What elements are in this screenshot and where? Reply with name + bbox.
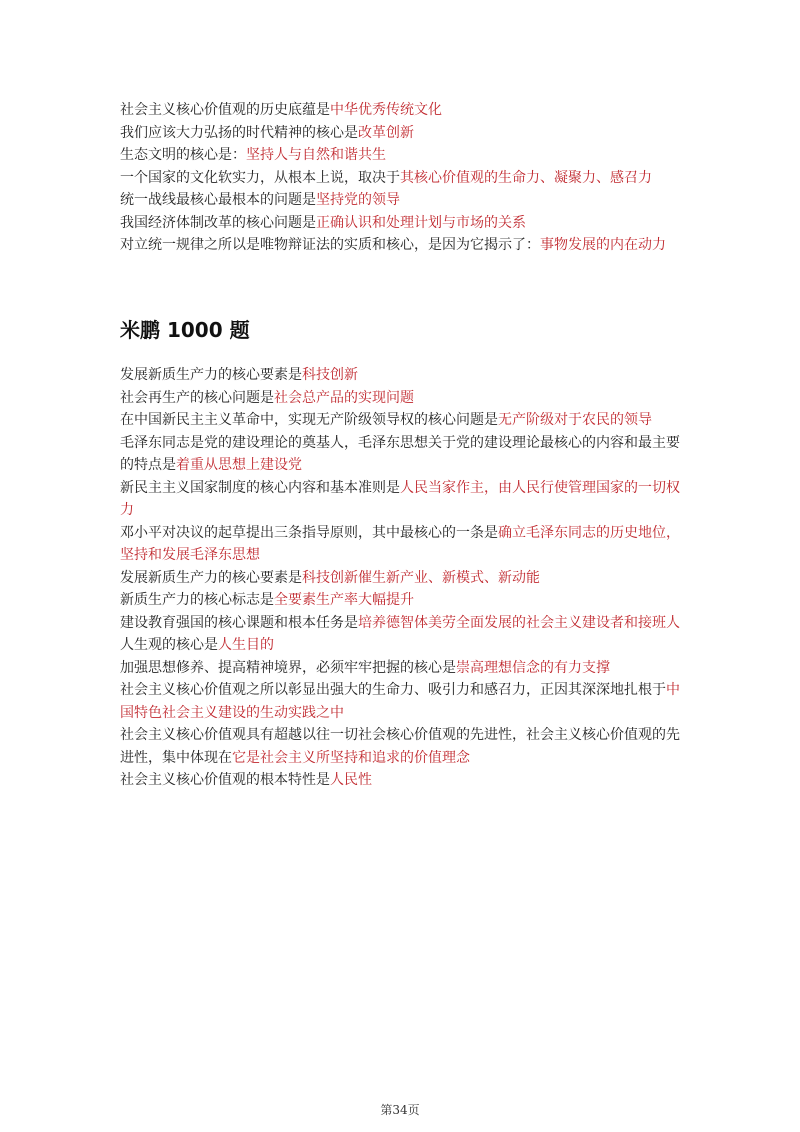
answer-text: 科技创新: [302, 367, 358, 383]
answer-text: 人民当家作主，由人民行使管理国家的一切权力: [120, 479, 680, 518]
question-text: 社会主义核心价值观具有超越以往一切社会核心价值观的先进性，社会主义核心价值观的先进性，集中体现在: [120, 727, 680, 766]
answer-text: 其核心价值观的生命力、凝聚力、感召力: [400, 169, 652, 186]
question-text: 生态文明的核心是：: [120, 147, 246, 163]
qa-line: [120, 657, 690, 680]
qa-line: [120, 234, 690, 257]
qa-line: [120, 144, 690, 167]
answer-text: 培养德智体美劳全面发展的社会主义建设者和接班人: [358, 614, 680, 631]
qa-list-bottom: [120, 364, 690, 792]
answer-text: 人生目的: [218, 637, 274, 653]
answer-text: 无产阶级对于农民的领导: [498, 412, 652, 428]
question-text: 人生观的核心是: [120, 637, 218, 653]
question-text: 新质生产力的核心标志是: [120, 592, 274, 608]
question-text: 对立统一规律之所以是唯物辩证法的实质和核心，是因为它揭示了：: [120, 237, 540, 253]
answer-text: 正确认识和处理计划与市场的关系: [316, 214, 526, 231]
qa-line: [120, 724, 690, 769]
qa-line: [120, 212, 690, 235]
question-text: 社会主义核心价值观之所以彰显出强大的生命力、吸引力和感召力，正因其深深地扎根于: [120, 682, 666, 698]
answer-text: 坚持人与自然和谐共生: [246, 147, 386, 163]
qa-line: [120, 189, 690, 212]
qa-line: [120, 364, 690, 387]
qa-line: [120, 99, 690, 122]
answer-text: 坚持党的领导: [316, 192, 400, 208]
answer-text: 中华优秀传统文化: [330, 102, 442, 118]
question-text: 加强思想修养、提高精神境界，必须牢牢把握的核心是: [120, 659, 456, 676]
qa-line: [120, 477, 690, 522]
qa-line: [120, 432, 690, 477]
qa-line: [120, 122, 690, 145]
qa-line: [120, 567, 690, 590]
qa-line: [120, 387, 690, 410]
question-text: 社会主义核心价值观的根本特性是: [120, 772, 330, 788]
qa-line: [120, 409, 690, 432]
qa-line: [120, 167, 690, 190]
qa-line: [120, 634, 690, 657]
answer-text: 人民性: [330, 772, 372, 788]
answer-text: 崇高理想信念的有力支撑: [456, 659, 610, 676]
answer-text: 科技创新催生新产业、新模式、新动能: [302, 569, 540, 586]
question-text: 社会主义核心价值观的历史底蕴是: [120, 102, 330, 118]
question-text: 毛泽东同志是党的建设理论的奠基人，毛泽东思想关于党的建设理论最核心的内容和最主要的特点是: [120, 434, 680, 473]
answer-text: 全要素生产率大幅提升: [274, 592, 414, 608]
question-text: 新民主主义国家制度的核心内容和基本准则是: [120, 479, 400, 496]
question-text: 社会再生产的核心问题是: [120, 389, 274, 406]
qa-line: [120, 679, 690, 724]
qa-line: [120, 589, 690, 612]
answer-text: 事物发展的内在动力: [540, 237, 666, 253]
question-text: 在中国新民主主义革命中，实现无产阶级领导权的核心问题是: [120, 412, 498, 428]
qa-list-top: [120, 99, 690, 257]
qa-line: [120, 612, 690, 635]
answer-text: 改革创新: [358, 124, 414, 141]
question-text: 发展新质生产力的核心要素是: [120, 569, 302, 586]
answer-text: 社会总产品的实现问题: [274, 389, 414, 406]
answer-text: 确立毛泽东同志的历史地位，坚持和发展毛泽东思想: [120, 524, 680, 563]
question-text: 一个国家的文化软实力，从根本上说，取决于: [120, 169, 400, 186]
question-text: 我国经济体制改革的核心问题是: [120, 214, 316, 231]
question-text: 发展新质生产力的核心要素是: [120, 367, 302, 383]
question-text: 建设教育强国的核心课题和根本任务是: [120, 614, 358, 631]
question-text: 我们应该大力弘扬的时代精神的核心是: [120, 124, 358, 141]
qa-line: [120, 769, 690, 792]
question-text: 统一战线最核心最根本的问题是: [120, 192, 316, 208]
qa-line: [120, 522, 690, 567]
page-number: 第34页: [380, 1103, 420, 1117]
answer-text: 它是社会主义所坚持和追求的价值理念: [232, 749, 470, 766]
question-text: 邓小平对决议的起草提出三条指导原则，其中最核心的一条是: [120, 524, 498, 541]
section-heading: 米鹏 1000 题: [120, 318, 250, 342]
answer-text: 中国特色社会主义建设的生动实践之中: [120, 682, 680, 721]
answer-text: 着重从思想上建设党: [176, 457, 302, 473]
